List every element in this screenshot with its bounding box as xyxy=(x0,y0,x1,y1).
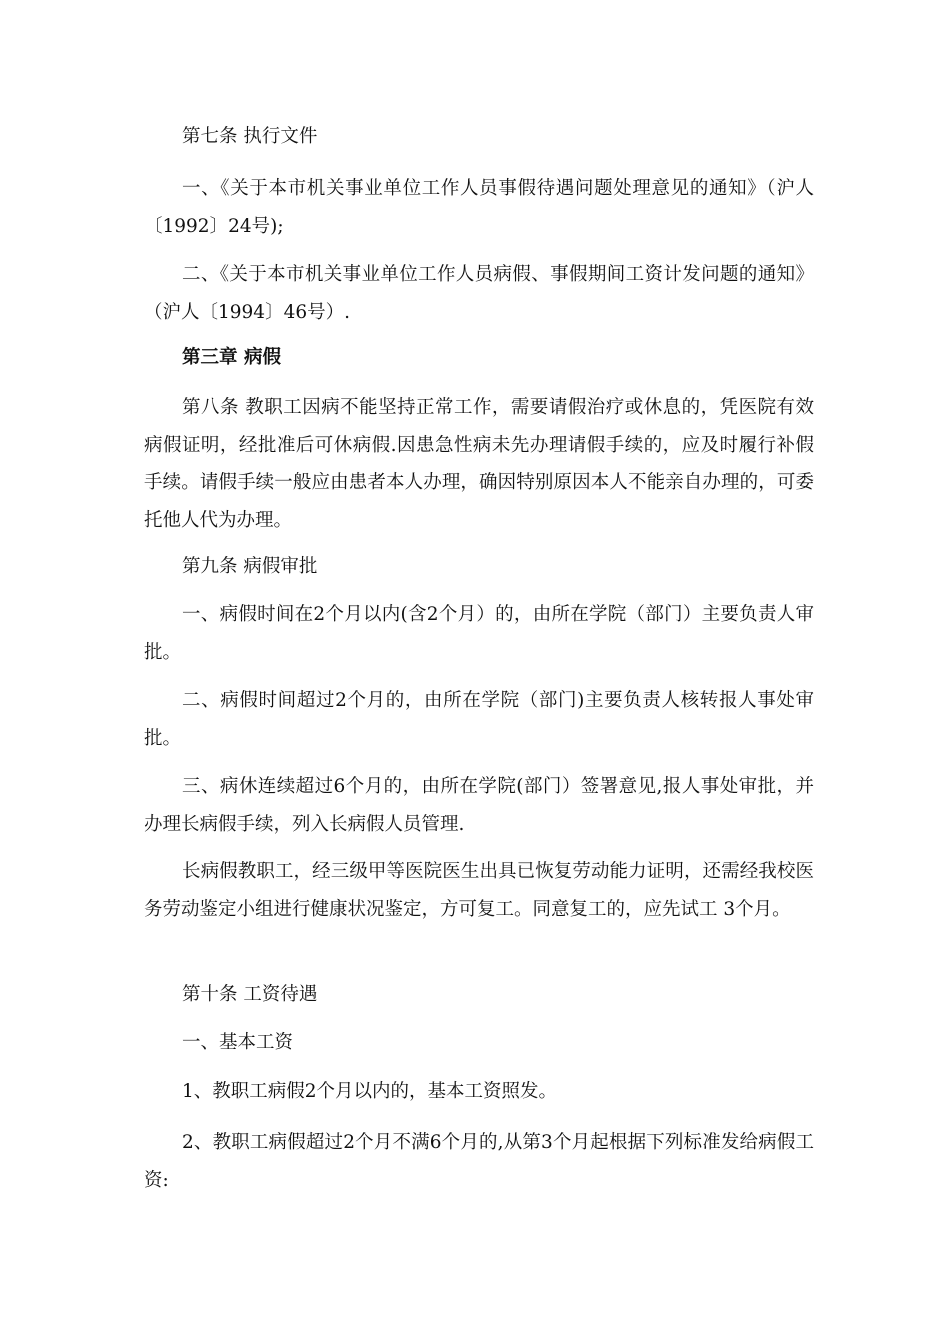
article-9-item-2: 二、病假时间超过2个月的，由所在学院（部门)主要负责人核转报人事处审批。 xyxy=(144,690,814,749)
base-salary-heading: 一、基本工资 xyxy=(182,1032,294,1053)
article-8-paragraph: 第八条 教职工因病不能坚持正常工作，需要请假治疗或休息的，凭医院有效病假证明，经批准后可休病假.因患急性病未先办理请假手续的，应及时履行补假手续。请假手续一般应由患者本人办理，确因特别原因本人不能亲自办理的，可委托他人代为办理。 xyxy=(144,397,814,531)
article-9-heading: 第九条 病假审批 xyxy=(182,556,318,577)
long-sick-leave-paragraph: 长病假教职工，经三级甲等医院医生出具已恢复劳动能力证明，还需经我校医务劳动鉴定小组进行健康状况鉴定，方可复工。同意复工的，应先试工 3个月。 xyxy=(144,861,814,920)
chapter-3-heading: 第三章 病假 xyxy=(182,347,281,368)
article-7-item-2: 二、《关于本市机关事业单位工作人员病假、事假期间工资计发问题的通知》（沪人〔1994〕46号）. xyxy=(144,264,814,323)
article-9-item-3: 三、病休连续超过6个月的，由所在学院(部门）签署意见,报人事处审批，并办理长病假手续，列入长病假人员管理. xyxy=(144,776,814,835)
article-7-heading: 第七条 执行文件 xyxy=(182,126,318,147)
salary-rule-1: 1、教职工病假2个月以内的，基本工资照发。 xyxy=(182,1081,558,1102)
salary-rule-2: 2、教职工病假超过2个月不满6个月的,从第3个月起根据下列标准发给病假工资: xyxy=(144,1132,814,1191)
article-9-item-1: 一、病假时间在2个月以内(含2个月）的，由所在学院（部门）主要负责人审批。 xyxy=(144,604,814,663)
article-7-item-1: 一、《关于本市机关事业单位工作人员事假待遇问题处理意见的通知》（沪人〔1992〕24号); xyxy=(144,178,814,237)
article-10-heading: 第十条 工资待遇 xyxy=(182,984,318,1005)
